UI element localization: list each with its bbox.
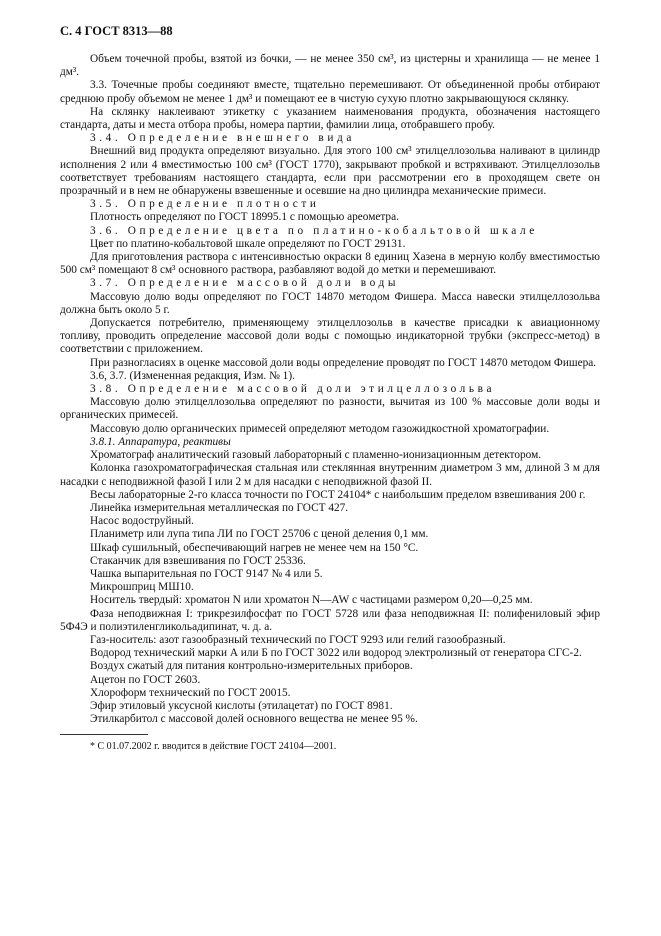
paragraph: Стаканчик для взвешивания по ГОСТ 25336. bbox=[90, 554, 306, 567]
paragraph: На склянку наклеивают этикетку с указанием наименования продукта, обозначения настоящего стандарта, даты и места отбора пробы, номера партии, фамилии лица, отобравшего пробу. bbox=[60, 105, 600, 132]
section-heading: 3.6. Определение цвета по платино-кобальтовой шкале bbox=[90, 224, 538, 237]
document-page bbox=[60, 24, 600, 753]
paragraph: Колонка газохроматографическая стальная или стеклянная внутренним диаметром 3 мм, длиной 3 м для насадки с неподвижной фазой I или 2 м для насадки с неподвижной фазой II. bbox=[60, 462, 600, 488]
footnote: * С 01.07.2002 г. вводится в действие ГОСТ 24104—2001. bbox=[90, 741, 337, 753]
document-body bbox=[60, 53, 600, 726]
paragraph: Фаза неподвижная I: трикрезилфосфат по ГОСТ 5728 или фаза неподвижная II: полифениловый эфир 5Ф4Э и полиэтиленгликольадипинат, ч. д. а. bbox=[60, 607, 600, 633]
paragraph: Водород технический марки А или Б по ГОСТ 3022 или водород электролизный от генератора СГС-2. bbox=[90, 647, 582, 660]
paragraph: 3.3. Точечные пробы соединяют вместе, тщательно перемешивают. От объединенной пробы отбирают среднюю пробу объемом не менее 1 дм³ и помещают ее в чистую сухую плотно закрывающуюся склянку. bbox=[60, 79, 600, 105]
paragraph: 3.8.1. Аппаратура, реактивы bbox=[90, 435, 231, 448]
section-heading: 3.7. Определение массовой доли воды bbox=[90, 277, 400, 290]
paragraph: Носитель твердый: хроматон N или хроматон N—AW с частицами размером 0,20—0,25 мм. bbox=[90, 594, 533, 607]
paragraph: Для приготовления раствора с интенсивностью окраски 8 единиц Хазена в мерную колбу вместимостью 500 см³ помещают 8 см³ основного раствора, разбавляют водой до метки и перемешивают. bbox=[60, 251, 600, 277]
paragraph: Массовую долю воды определяют по ГОСТ 14870 методом Фишера. Масса навески этилцеллозольва должна быть около 5 г. bbox=[60, 290, 600, 316]
paragraph: При разногласиях в оценке массовой доли воды определение проводят по ГОСТ 14870 методом Фишера. bbox=[90, 356, 597, 369]
paragraph: Хлороформ технический по ГОСТ 20015. bbox=[90, 686, 291, 699]
paragraph: Этилкарбитол с массовой долей основного вещества не менее 95 %. bbox=[90, 713, 418, 726]
paragraph: Газ-носитель: азот газообразный технический по ГОСТ 9293 или гелий газообразный. bbox=[90, 633, 506, 646]
paragraph: Эфир этиловый уксусной кислоты (этилацетат) по ГОСТ 8981. bbox=[90, 699, 393, 712]
paragraph: Хроматограф аналитический газовый лабораторный с пламенно-ионизационным детектором. bbox=[90, 449, 542, 462]
section-heading: 3.8. Определение массовой доли этилцеллозольва bbox=[90, 383, 496, 396]
paragraph: Чашка выпарительная по ГОСТ 9147 № 4 или 5. bbox=[90, 567, 323, 580]
paragraph: Микрошприц МШ10. bbox=[90, 581, 194, 594]
paragraph: Планиметр или лупа типа ЛИ по ГОСТ 25706 с ценой деления 0,1 мм. bbox=[90, 528, 429, 541]
footnote-divider bbox=[60, 734, 148, 735]
paragraph: Объем точечной пробы, взятой из бочки, — не менее 350 см³, из цистерны и хранилища — не менее 1 дм³. bbox=[60, 53, 600, 79]
paragraph: Шкаф сушильный, обеспечивающий нагрев не менее чем на 150 °С. bbox=[90, 541, 419, 554]
paragraph: Весы лабораторные 2-го класса точности по ГОСТ 24104* с наибольшим пределом взвешивания 200 г. bbox=[90, 488, 586, 501]
paragraph: Насос водоструйный. bbox=[90, 515, 194, 528]
paragraph: Цвет по платино-кобальтовой шкале определяют по ГОСТ 29131. bbox=[90, 237, 406, 250]
paragraph: Ацетон по ГОСТ 2603. bbox=[90, 673, 201, 686]
section-heading: 3.4. Определение внешнего вида bbox=[90, 132, 355, 145]
page-header: С. 4 ГОСТ 8313—88 bbox=[60, 24, 173, 38]
paragraph: Допускается потребителю, применяющему этилцеллозольв в качестве присадки к авиационному топливу, проводить определение массовой доли воды с помощью индикаторной трубки (экспресс-метод) в соответствии с приложением. bbox=[60, 317, 600, 356]
paragraph: Плотность определяют по ГОСТ 18995.1 с помощью ареометра. bbox=[90, 211, 399, 224]
paragraph: Воздух сжатый для питания контрольно-измерительных приборов. bbox=[90, 660, 413, 673]
paragraph: Внешний вид продукта определяют визуально. Для этого 100 см³ этилцеллозольва наливают в цилиндр исполнения 2 или 4 вместимостью 100 см³ (ГОСТ 1770), закрывают пробкой и встряхивают. Этилцеллозольв соответствует требованиям настоящего стандарта, если при рассмотрении его в проходящем свете он прозрачный и в нем не обнаружены взвешенные и осевшие на дно цилиндра механические примеси. bbox=[60, 145, 600, 198]
section-heading: 3.5. Определение плотности bbox=[90, 198, 320, 211]
paragraph: Массовую долю этилцеллозольва определяют по разности, вычитая из 100 % массовые доли воды и органических примесей. bbox=[60, 396, 600, 422]
paragraph: Линейка измерительная металлическая по ГОСТ 427. bbox=[90, 501, 349, 514]
paragraph: Массовую долю органических примесей определяют методом газожидкостной хроматографии. bbox=[90, 422, 550, 435]
paragraph: 3.6, 3.7. (Измененная редакция, Изм. № 1). bbox=[90, 369, 295, 382]
